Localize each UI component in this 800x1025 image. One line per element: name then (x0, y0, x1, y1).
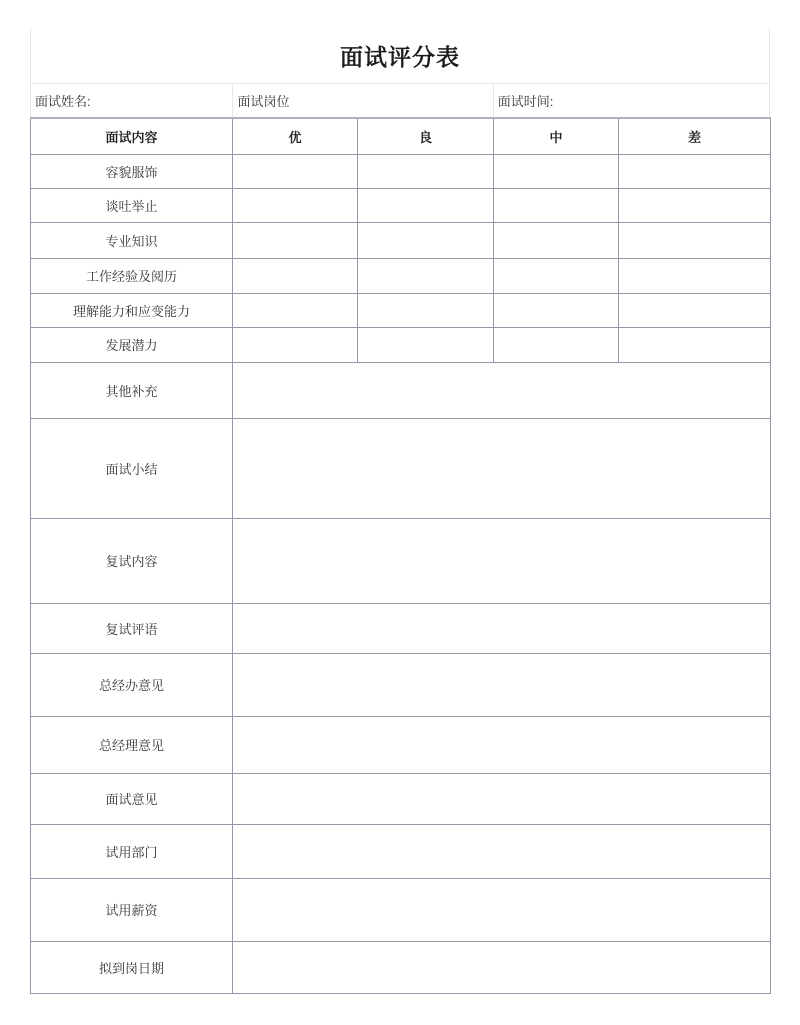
interview-position-field[interactable] (232, 84, 492, 117)
probation-department-field[interactable] (233, 824, 771, 878)
score-cell[interactable] (619, 222, 771, 258)
row-second-interview-comments (31, 603, 771, 653)
row-gm-office-opinion (31, 653, 771, 716)
score-cell[interactable] (358, 154, 494, 188)
score-cell[interactable] (358, 188, 494, 222)
row-label: 容貌服饰 (31, 154, 233, 188)
score-cell[interactable] (358, 327, 494, 362)
row-second-interview-content (31, 518, 771, 603)
score-cell[interactable] (494, 258, 619, 293)
score-cell[interactable] (494, 188, 619, 222)
row-label: 面试小结 (31, 418, 233, 518)
row-expected-start-date (31, 941, 771, 993)
row-speech-manner (31, 188, 771, 222)
score-cell[interactable] (619, 154, 771, 188)
second-interview-comments-field[interactable] (233, 603, 771, 653)
other-supplement-field[interactable] (233, 362, 771, 418)
row-label: 其他补充 (31, 362, 233, 418)
score-cell[interactable] (233, 222, 358, 258)
gm-office-opinion-field[interactable] (233, 653, 771, 716)
row-probation-salary (31, 878, 771, 941)
interview-opinion-field[interactable] (233, 773, 771, 824)
interviewee-name-label: 面试姓名: (35, 94, 91, 109)
score-cell[interactable] (358, 222, 494, 258)
score-cell[interactable] (233, 154, 358, 188)
general-manager-opinion-field[interactable] (233, 716, 771, 773)
row-label: 发展潜力 (31, 327, 233, 362)
score-cell[interactable] (494, 154, 619, 188)
header-grade-good: 良 (358, 118, 494, 154)
row-label: 试用薪资 (31, 878, 233, 941)
row-interview-summary (31, 418, 771, 518)
row-label: 总经理意见 (31, 716, 233, 773)
probation-salary-field[interactable] (233, 878, 771, 941)
header-grade-poor: 差 (619, 118, 771, 154)
row-label: 谈吐举止 (31, 188, 233, 222)
interview-form (30, 28, 770, 994)
row-label: 面试意见 (31, 773, 233, 824)
expected-start-date-field[interactable] (233, 941, 771, 993)
score-cell[interactable] (358, 258, 494, 293)
score-cell[interactable] (233, 188, 358, 222)
row-general-manager-opinion (31, 716, 771, 773)
score-cell[interactable] (619, 327, 771, 362)
row-label: 复试评语 (31, 603, 233, 653)
row-comprehension-adaptability (31, 293, 771, 327)
row-label: 试用部门 (31, 824, 233, 878)
row-work-experience (31, 258, 771, 293)
score-cell[interactable] (619, 293, 771, 327)
row-other-supplement (31, 362, 771, 418)
info-row (30, 83, 770, 117)
row-label: 理解能力和应变能力 (31, 293, 233, 327)
score-cell[interactable] (494, 293, 619, 327)
row-professional-knowledge (31, 222, 771, 258)
row-label: 拟到岗日期 (31, 941, 233, 993)
row-label: 工作经验及阅历 (31, 258, 233, 293)
score-cell[interactable] (233, 327, 358, 362)
header-content: 面试内容 (31, 118, 233, 154)
row-label: 专业知识 (31, 222, 233, 258)
interview-summary-field[interactable] (233, 418, 771, 518)
row-interview-opinion (31, 773, 771, 824)
score-cell[interactable] (358, 293, 494, 327)
row-development-potential (31, 327, 771, 362)
header-grade-average: 中 (494, 118, 619, 154)
row-label: 复试内容 (31, 518, 233, 603)
score-cell[interactable] (494, 327, 619, 362)
score-cell[interactable] (619, 258, 771, 293)
interview-position-label: 面试岗位 (237, 94, 290, 109)
second-interview-content-field[interactable] (233, 518, 771, 603)
row-appearance (31, 154, 771, 188)
score-cell[interactable] (233, 258, 358, 293)
row-probation-department (31, 824, 771, 878)
title-row (30, 28, 770, 83)
score-cell[interactable] (494, 222, 619, 258)
row-label: 总经办意见 (31, 653, 233, 716)
interview-time-label: 面试时间: (497, 94, 554, 109)
page-title: 面试评分表 (340, 44, 460, 70)
score-table-header-row (31, 118, 771, 154)
interviewee-name-field[interactable] (31, 84, 232, 117)
score-cell[interactable] (619, 188, 771, 222)
interview-time-field[interactable] (493, 84, 769, 117)
score-table (30, 117, 771, 994)
score-cell[interactable] (233, 293, 358, 327)
header-grade-excellent: 优 (233, 118, 358, 154)
